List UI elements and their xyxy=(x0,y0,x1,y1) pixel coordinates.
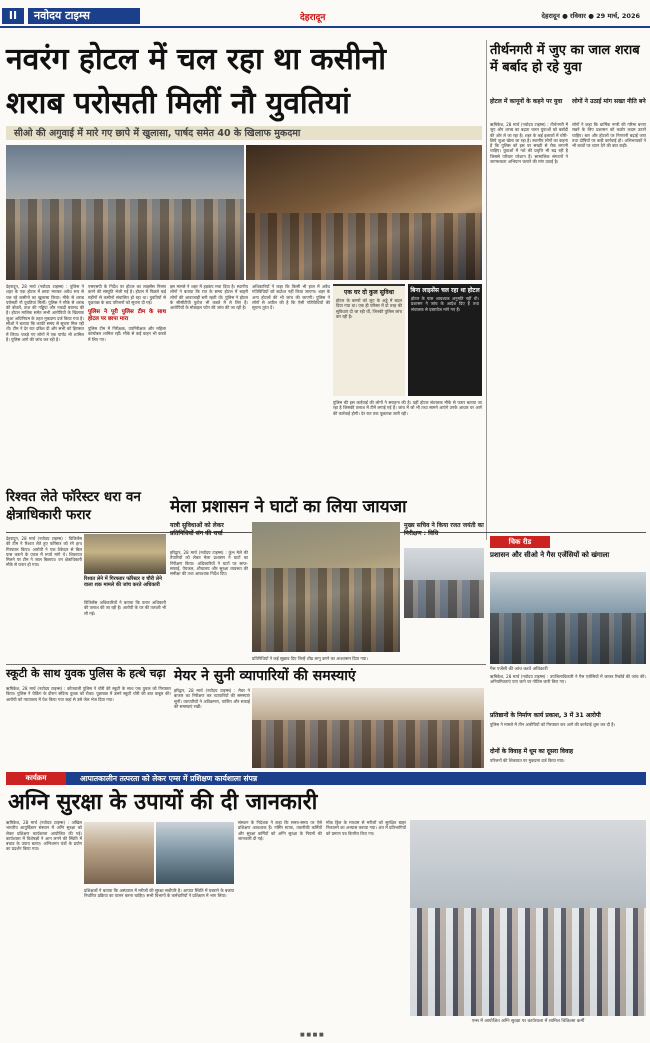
mela-sub2: मुख्य सचिव ने किया रजत जयंती का निरीक्षण : विधि xyxy=(404,522,484,537)
fire-body: ऋषिकेश, 28 मार्च (नवोदय टाइम्स) : अखिल भारतीय आयुर्विज्ञान संस्थान में अग्नि सुरक्षा को लेकर प्रशिक्षण कार्यशाला आयोजित की गई। xyxy=(6,820,82,836)
fire-tag: कार्यक्रम xyxy=(6,772,66,785)
check-read-photo xyxy=(490,572,646,664)
check-read-headline: प्रशासन और सीओ ने गैस एजेंसियों को खंगाला xyxy=(490,551,610,559)
check-read-caption: गैस एजेंसी की जांच करते अधिकारी xyxy=(490,667,548,672)
lead-body-col3: इस मामले ने शहर में हड़कंप मचा दिया है। स्थानीय लोगों ने बताया कि रात के समय होटल में बाहरी लोगों की आवाजाही बनी रहती थी। पुलिस ने होटल के सीसीटीवी फुटेज भी कब्जे में ले लिए हैं। आरोपियों के मोबाइल फोन की जांच की जा रही है। xyxy=(170,284,248,311)
edition-tag: देहरादून xyxy=(300,13,326,23)
fire-photo-small-1 xyxy=(84,822,154,884)
check-read-body-3: परिजनों की शिकायत पर मुकदमा दर्ज किया गया। xyxy=(490,758,565,763)
mela-body-col1: हरिद्वार, 28 मार्च (नवोदय टाइम्स) : कुंभ मेले की तैयारियों को लेकर मेला प्रशासन ने घाटों का निरीक्षण किया। अधिकारियों ने घाटों पर साफ-सफाई, पेयजल, शौचालय और सुरक्षा व्यवस्था की समीक्षा की तथा आवश्यक निर्देश दिए। xyxy=(170,550,248,577)
mela-headline: मेला प्रशासन ने घाटों का लिया जायजा xyxy=(170,497,485,517)
forester-body-col2: विजिलेंस अधिकारियों ने बताया कि फरार अधिकारी की तलाश की जा रही है। आरोपी के घर की तलाशी भी ली गई। xyxy=(84,600,166,616)
check-read-sub1: प्रतिष्ठानों के निर्माण कार्य प्रकाश, 3 में 31 आरोपी xyxy=(490,712,601,719)
mayor-photo xyxy=(252,688,484,768)
forester-caption: रिश्वत लेने में गिरफ्तार फॉरेस्टर व चौरी लेने वाला शक मामले की जांच करते अधिकारी xyxy=(84,576,162,588)
mela-body-col2: प्रतिनिधियों ने कई सुझाव दिए जिन्हें शीघ्र लागू करने का आश्वासन दिया गया। xyxy=(252,656,368,661)
scooter-headline: स्कूटी के साथ युवक पुलिस के हत्थे चढ़ा xyxy=(6,667,166,680)
right-top-headline: तीर्थनगरी में जुए का जाल शराब में बर्बाद हो रहे युवा xyxy=(490,43,640,75)
lead-box2: बिना लाइसेंस चल रहा था होटल होटल के पास आवश्यक अनुमति नहीं थी। प्रशासन ने जांच के आदेश दिए हैं तथा संचालक से दस्तावेज मांगे गए हैं। xyxy=(408,284,482,396)
fire-photo-small-2 xyxy=(156,822,234,884)
mela-photo xyxy=(252,522,400,652)
lead-headline-line2: शराब परोसती मिलीं नौ युवतियां xyxy=(6,86,350,121)
lead-photo-raid xyxy=(6,145,244,280)
fire-body-col2: प्रशिक्षकों ने बताया कि अस्पताल में मरीजों की सुरक्षा सर्वोपरि है। आपात स्थिति में घबराने के बजाय निर्धारित प्रक्रिया का पालन करना चाहिए। सभी विभागों के कर्मचारियों ने प्रशिक्षण में भाग लिया। xyxy=(84,888,234,899)
lead-box1-title: एक घर दो कुल सुविधा xyxy=(344,289,394,296)
check-read-body-2: पुलिस ने मामले में तीन आरोपियों को गिरफ्तार कर आगे की कार्रवाई शुरू कर दी है। xyxy=(490,722,616,727)
page-header xyxy=(0,0,650,28)
header-rule xyxy=(0,26,650,28)
mayor-body-col1: हरिद्वार, 28 मार्च (नवोदय टाइम्स) : मेयर ने बाजार का निरीक्षण कर व्यापारियों की समस्याएं सुनीं। व्यापारियों ने अतिक्रमण, पार्किंग और सफाई की समस्याएं रखीं। xyxy=(174,688,250,709)
lead-body-col2: एसएसपी के निर्देश पर होटल का लाइसेंस निरस्त करने की संस्तुति भेजी गई है। होटल में पिछले कई महीनों से कसीनो संचालित हो रहा था। युवतियों से पूछताछ के बाद परिजनों को सूचना दी गई। पुलिस ने पूरी पुलिस टीम के साथ होटल पर छापा मारा पुलिस टीम में निरीक्षक, उपनिरीक्षक और महिला कांस्टेबल शामिल रहीं। मौके से कई वाहन भी कब्जे में लिए गए। xyxy=(88,284,166,342)
check-read-sub2: दोनों के विवाह में धूम का दूसरा विवाह xyxy=(490,748,574,755)
fire-caption: एम्स में आयोजित अग्नि सुरक्षा पर कार्यशाला में शामिल चिकित्सा कर्मी xyxy=(471,1019,585,1024)
right-top-body-col1: ऋषिकेश, 28 मार्च (नवोदय टाइम्स) : तीर्थनगरी में जुए और शराब का बढ़ता चलन युवाओं को बर्बादी की ओर ले जा रहा है। शहर के कई इलाकों में चोरी-छिपे जुआ खेला जा रहा है। स्थानीय लोगों का कहना है कि पुलिस को इस पर सख्ती से रोक लगानी चाहिए। युवाओं में नशे की प्रवृत्ति भी बढ़ रही है जिससे परिवार परेशान हैं। सामाजिक संगठनों ने जागरूकता अभियान चलाने की मांग उठाई है। xyxy=(490,122,568,165)
lead-body-col5: पुलिस की इस कार्रवाई की लोगों ने सराहना की है। वहीं होटल संचालक मौके से फरार बताया जा रहा है जिसकी तलाश में टीमें लगाई गई हैं। जांच में जो भी तथ्य सामने आएंगे उनके आधार पर आगे की कार्रवाई होगी। देर रात तक पूछताछ जारी रही। xyxy=(333,400,482,416)
lead-box2-title: बिना लाइसेंस चल रहा था होटल xyxy=(410,287,480,294)
right-top-body: ऋषिकेश, 28 मार्च (नवोदय टाइम्स) : तीर्थनगरी में जुए और शराब का बढ़ता चलन युवाओं को बर्बादी की ओर ले जा रहा है। xyxy=(490,122,568,138)
lead-body-col4: अधिकारियों ने कहा कि किसी भी हाल में अवैध गतिविधियों को बर्दाश्त नहीं किया जाएगा। शहर के अन्य होटलों की भी जांच की जाएगी। पुलिस ने लोगों से अपील की है कि ऐसी गतिविधियों की सूचना तुरंत दें। xyxy=(252,284,330,311)
forester-photo xyxy=(84,534,166,574)
footer-code: ■ ■ ■ ■ xyxy=(300,1032,324,1038)
fire-photo-group xyxy=(410,820,646,1016)
forester-headline: रिश्वत लेते फॉरेस्टर धरा वन क्षेत्राधिकारी फरार xyxy=(6,488,164,524)
page-number: II xyxy=(2,8,24,24)
mela-subhead: यात्री सुविधाओं को लेकर प्रतिनिधियों संग की चर्चा xyxy=(170,522,224,537)
mela-body: हरिद्वार, 28 मार्च (नवोदय टाइम्स) : कुंभ मेले की तैयारियों को लेकर मेला प्रशासन ने घाटों का निरीक्षण किया। xyxy=(170,550,248,566)
lead-body-col1: देहरादून, 28 मार्च (नवोदय टाइम्स) : पुलिस ने शहर के एक होटल में छापा मारकर अवैध रूप से चल रहे कसीनो का खुलासा किया। मौके से शराब परोसती नौ युवतियां मिलीं। पुलिस ने मौके से शराब की बोतलें, ताश की गड्डियां और नकदी बरामद की है। होटल मालिक समेत सभी आरोपियों के खिलाफ जुआ अधिनियम के तहत मुकदमा दर्ज किया गया है। सीओ ने बताया कि काफी समय से सूचना मिल रही थी। टीम ने देर रात दबिश दी और सभी को हिरासत में लिया। पकड़े गए लोगों में एक पार्षद भी शामिल है। पुलिस आगे की जांच कर रही है। xyxy=(6,284,84,342)
fire-headline: अग्नि सुरक्षा के उपायों की दी जानकारी xyxy=(8,789,318,815)
fire-body-col3: संस्थान के निदेशक ने कहा कि समय-समय पर ऐसे प्रशिक्षण आवश्यक हैं। नर्सिंग स्टाफ, तकनीकी कर्मियों और सुरक्षा कर्मियों को अग्नि सुरक्षा के नियमों की जानकारी दी गई। xyxy=(238,820,322,841)
paper-name: नवोदय टाइम्स xyxy=(34,9,90,22)
fire-body-col4: मॉक ड्रिल के माध्यम से मरीजों को सुरक्षित बाहर निकालने का अभ्यास कराया गया। अंत में प्रतिभागियों को प्रमाण पत्र वितरित किए गए। xyxy=(326,820,406,836)
mayor-headline: मेयर ने सुनी व्यापारियों की समस्याएं xyxy=(174,668,356,684)
lead-photo-casino xyxy=(246,145,482,280)
lead-box1: एक घर दो कुल सुविधा होटल के कमरों को जुए के अड्डे में बदल दिया गया था। एक ही परिसर में दो तरह की सुविधाएं दी जा रही थीं, जिनकी पुलिस जांच कर रही है। xyxy=(333,284,405,396)
scooter-body: ऋषिकेश, 28 मार्च (नवोदय टाइम्स) : कोतवाली पुलिस ने चोरी की स्कूटी के साथ एक युवक को गिरफ्तार किया। पुलिस ने चेकिंग के दौरान संदिग्ध युवक को रोका। पूछताछ में उसने स्कूटी चोरी की बात कबूल की। आरोपी को न्यायालय में पेश किया गया जहां से उसे जेल भेज दिया गया। xyxy=(6,686,171,702)
right-column-rule xyxy=(486,40,487,540)
mela-photo-2 xyxy=(404,548,484,618)
right-top-body-col2: लोगों ने कहा कि धार्मिक नगरी की गरिमा बनाए रखने के लिए प्रशासन को कठोर कदम उठाने चाहिए। बार और होटलों पर निगरानी बढ़ाई जाए तथा दोषियों पर कड़ी कार्रवाई हो। अभिभावकों ने भी बच्चों पर ध्यान देने की बात कही। xyxy=(572,122,646,149)
check-read-body: ऋषिकेश, 28 मार्च (नवोदय टाइम्स) : उपजिलाधिकारी ने गैस एजेंसियों में जाकर रिकॉर्ड की जांच की। अनियमितताएं पाए जाने पर नोटिस जारी किए गए। xyxy=(490,674,646,685)
check-read-body-text: ऋषिकेश, 28 मार्च (नवोदय टाइम्स) : उपजिलाधिकारी ने गैस एजेंसियों में जाकर रिकॉर्ड की जांच की। xyxy=(490,674,646,679)
lead-headline-line1: नवरंग होटल में चल रहा था कसीनो xyxy=(6,42,387,77)
scooter-body-text: ऋषिकेश, 28 मार्च (नवोदय टाइम्स) : कोतवाली पुलिस ने चोरी की स्कूटी के साथ एक युवक को गिरफ्तार किया। xyxy=(6,686,171,697)
fire-strap: आपातकालीन तत्परता को लेकर एम्स में प्रशिक्षण कार्यशाला संपन्न xyxy=(80,774,258,783)
right-top-sub2: लोगों ने उठाई मांग सख्त नीति बने xyxy=(572,98,646,105)
lead-body: देहरादून, 28 मार्च (नवोदय टाइम्स) : पुलिस ने शहर के एक होटल में छापा मारकर अवैध रूप से चल रहे कसीनो का खुलासा किया। मौके से शराब परोसती नौ युवतियां मिलीं। xyxy=(6,284,84,305)
forester-body-col1: देहरादून, 28 मार्च (नवोदय टाइम्स) : विजिलेंस की टीम ने रिश्वत लेते हुए फॉरेस्टर को रंगे हाथ गिरफ्तार किया। आरोपी ने एक ठेकेदार से बिल पास कराने के एवज में रुपये मांगे थे। शिकायत मिलने पर टीम ने जाल बिछाया। वन क्षेत्राधिकारी मौके से फरार हो गया। xyxy=(6,536,82,568)
lead-subhead: सीओ की अगुवाई में मारे गए छापे में खुलासा, पार्षद समेत 40 के खिलाफ मुकदमा xyxy=(14,128,301,139)
date-line: देहरादून ● रविवार ● 29 मार्च, 2026 xyxy=(541,12,640,20)
check-read-label: चिक रीड xyxy=(490,536,550,548)
lead-callout: पुलिस ने पूरी पुलिस टीम के साथ होटल पर छापा मारा xyxy=(88,309,166,322)
mayor-body: हरिद्वार, 28 मार्च (नवोदय टाइम्स) : मेयर ने बाजार का निरीक्षण कर व्यापारियों की समस्याएं सुनीं। xyxy=(174,688,250,704)
right-top-sub1: होटल में कानूनों के कहने पर युवा xyxy=(490,98,563,105)
section-rule-2 xyxy=(6,664,486,665)
fire-body-col1: ऋषिकेश, 28 मार्च (नवोदय टाइम्स) : अखिल भारतीय आयुर्विज्ञान संस्थान में अग्नि सुरक्षा को लेकर प्रशिक्षण कार्यशाला आयोजित की गई। कार्यशाला में विशेषज्ञों ने आग लगने की स्थिति में बचाव के उपाय बताए। अग्निशमन यंत्रों के प्रयोग का प्रदर्शन किया गया। xyxy=(6,820,82,852)
forester-body: देहरादून, 28 मार्च (नवोदय टाइम्स) : विजिलेंस की टीम ने रिश्वत लेते हुए फॉरेस्टर को रंगे हाथ गिरफ्तार किया। xyxy=(6,536,82,552)
